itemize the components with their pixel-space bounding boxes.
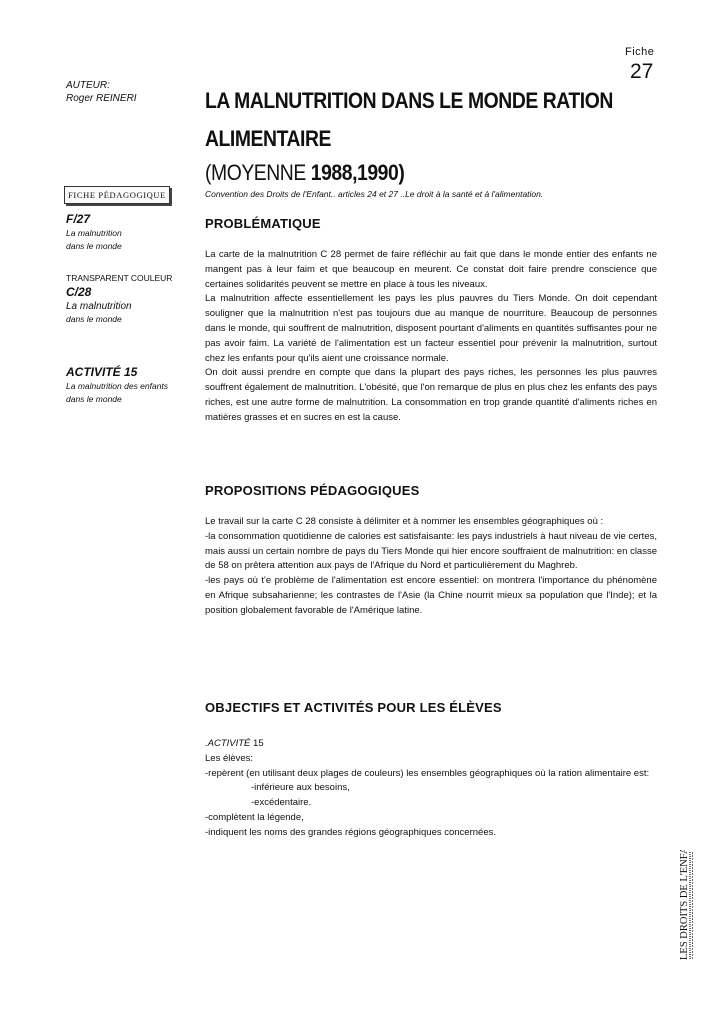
convention-reference: Convention des Droits de l'Enfant.. articles 24 et 27 ..Le droit à la santé et à l'alimentation. — [205, 189, 544, 199]
activity-code: ACTIVITÉ 15 — [66, 365, 138, 379]
objectifs-l3: -inférieure aux besoins, — [251, 782, 350, 794]
sidebar-f27 — [66, 212, 122, 253]
sidebar-c28 — [66, 272, 172, 326]
page-subtitle: (MOYENNE 1988,1990) — [205, 160, 405, 185]
c-line1: La malnutrition — [66, 301, 132, 312]
fiche-label: Fiche — [625, 46, 655, 58]
propositions-body — [205, 515, 657, 619]
heading-propositions: PROPOSITIONS PÉDAGOGIQUES — [205, 483, 420, 498]
objectifs-l6: -indiquent les noms des grandes régions géographiques concernées. — [205, 826, 496, 838]
problematique-p1: La carte de la malnutrition C 28 permet de faire réfléchir au fait que dans le monde entier des enfants ne mangent pas à leur faim et que beaucoup en meurent. Ce constat doit faire prendre conscience que certaines solidarités peuvent se mettre en place à tous les niveaux. — [205, 249, 657, 290]
page-title: LA MALNUTRITION DANS LE MONDE RATION ALIMENTAIRE — [205, 88, 613, 151]
problematique-p2: La malnutrition affecte essentiellement les pays les plus pauvres du Tiers Monde. On doit cependant souligner que la malnutrition n'est pas toujours due au manque de nourriture. Beaucoup de personnes dans le monde, qui souffrent de malnutrition, disposent pourtant d'aliments en quantités suffisantes pour ne pas avoir faim. La variété de l'alimentation est un facteur essentiel pour prévenir la malnutrition, surtout chez les enfants pour qu'ils aient une croissance normale. — [205, 293, 657, 364]
les-droits-logo — [665, 850, 695, 962]
propositions-p3: -les pays où t'e problème de l'alimentation est encore essentiel: on montrera l'importance du phénomène en Afrique subsaharienne; les contrastes de l'Asie (la Chine nourrit mieux sa population que l'Inde); et la position globalement favorable de l'Amérique latine. — [205, 575, 657, 616]
spine-text: LES DROITS DE L'ENFANT — [679, 850, 690, 960]
c-line2: dans le monde — [66, 314, 122, 324]
objectifs-activity: .ACTIVITÉ 15 — [205, 738, 264, 749]
f-line1: La malnutrition — [66, 228, 122, 238]
heading-objectifs: OBJECTIFS ET ACTIVITÉS POUR LES ÉLÈVES — [205, 700, 502, 715]
fiche-number: 27 — [630, 60, 654, 83]
f-line2: dans le monde — [66, 241, 122, 251]
objectifs-l5: -complètent la légende, — [205, 811, 304, 823]
objectifs-l2: -repèrent (en utilisant deux plages de couleurs) les ensembles géographiques où la ration alimentaire est: — [205, 767, 650, 779]
fiche-pedagogique-badge: FICHE PÉDAGOGIQUE — [64, 186, 170, 204]
author-name: Roger REINERI — [66, 93, 137, 104]
objectifs-body — [205, 737, 657, 841]
c-code: C/28 — [66, 285, 92, 299]
objectifs-l1: Les élèves: — [205, 752, 254, 764]
author-label: AUTEUR: — [66, 80, 110, 91]
propositions-p1: Le travail sur la carte C 28 consiste à délimiter et à nommer les ensembles géographiques où : — [205, 516, 604, 527]
activity-line2: dans le monde — [66, 394, 122, 404]
problematique-body — [205, 248, 657, 426]
f-code: F/27 — [66, 212, 91, 226]
propositions-p2: -la consommation quotidienne de calories est satisfaisante: les pays industriels à haut niveau de vie certes, mais aussi un certain nombre de pays du Tiers Monde qui hier encore souffraient de malnutrition: en classe de 58 on prêtera attention aux pays de l'Afrique du Nord et particulièrement du Maghreb. — [205, 530, 657, 572]
author-block — [66, 79, 137, 105]
problematique-p3: On doit aussi prendre en compte que dans la plupart des pays riches, les personnes les plus pauvres souffrent également de malnutrition. L'obésité, que l'on remarque de plus en plus chez les enfants des pays riches, est une autre forme de malnutrition. La consommation en trop grande quantité d'aliments riches en matières grasses et en sucres en est la cause. — [205, 367, 657, 423]
sidebar-activity — [66, 365, 168, 406]
activity-line1: La malnutrition des enfants — [66, 381, 169, 391]
heading-problematique: PROBLÉMATIQUE — [205, 216, 321, 231]
objectifs-l4: -excédentaire. — [251, 797, 312, 809]
transparent-label: TRANSPARENT COULEUR — [66, 273, 173, 283]
